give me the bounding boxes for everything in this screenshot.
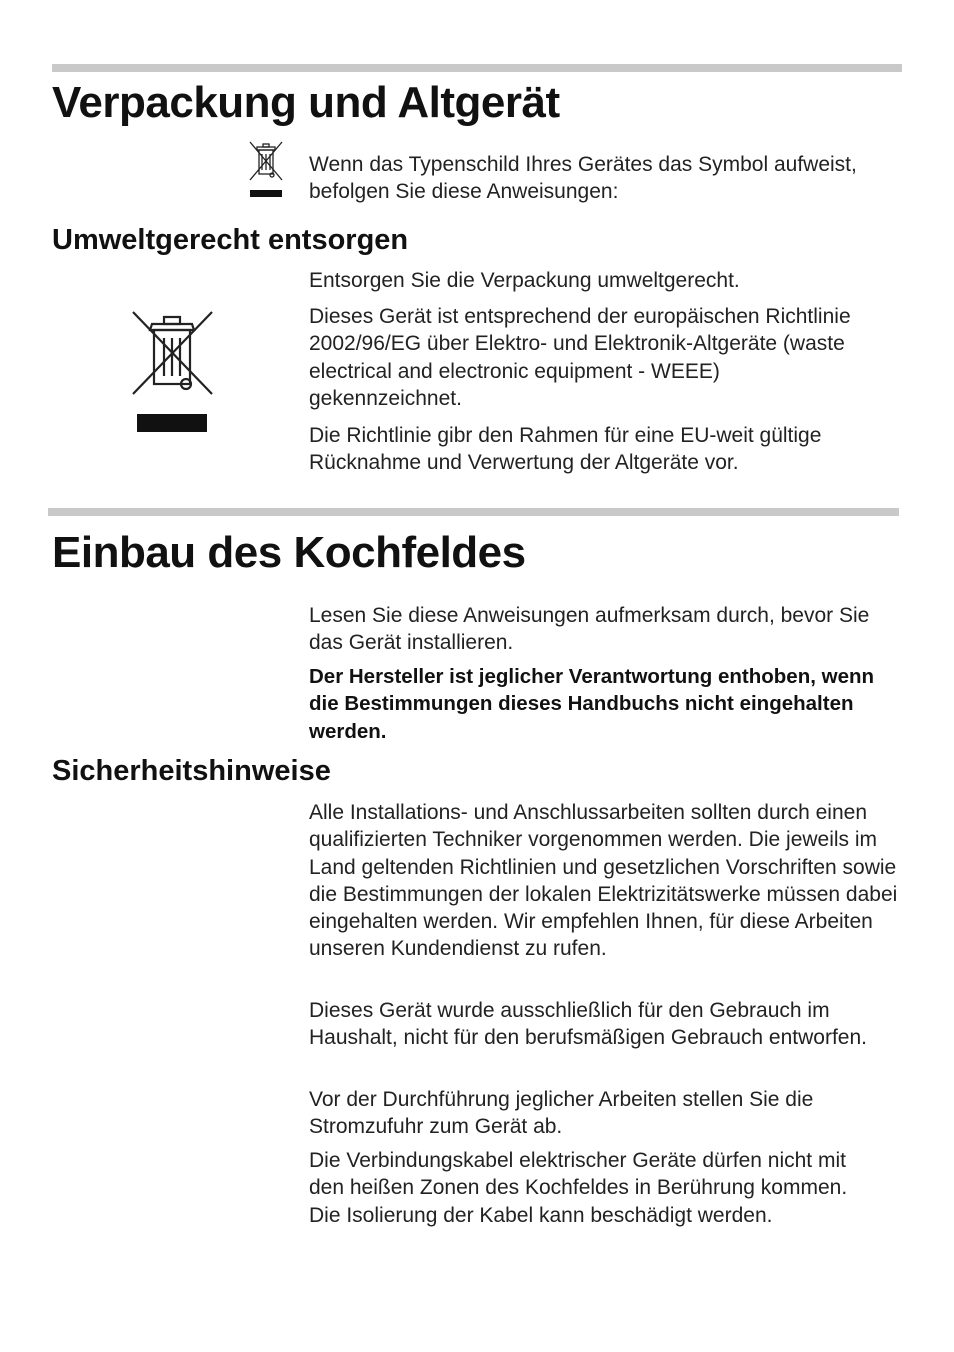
section-divider-1 — [52, 64, 902, 72]
section-title-verpackung: Verpackung und Altgerät — [52, 78, 560, 127]
section2-paragraph-2: Dieses Gerät wurde ausschließlich für den Gebrauch im Haushalt, nicht für den berufsmäßigen Gebrauch entworfen. — [309, 999, 867, 1050]
section2-paragraph-1: Alle Installations- und Anschlussarbeiten sollten durch einen qualifizierten Techniker vorgenommen werden. Die jeweils im Land geltenden Richtlinien und gesetzlichen Vorschriften sowie die Bestimmungen der lokalen Elektrizitätswerke müssen dabei eingehalten werden. Wir empfehlen Ihnen, für diese Arbeiten unseren Kundendienst zu rufen. — [309, 801, 898, 961]
subheading-umweltgerecht: Umweltgerecht entsorgen — [52, 224, 409, 256]
section2-warning: Der Hersteller ist jeglicher Verantwortung enthoben, wenn die Bestimmungen dieses Handbuchs nicht eingehalten werden. — [309, 665, 875, 743]
section1-paragraph-3: Die Richtlinie gibr den Rahmen für eine EU-weit gültige Rücknahme und Verwertung der Altgeräte vor. — [309, 424, 822, 475]
section2-paragraph-4: Die Verbindungskabel elektrischer Geräte dürfen nicht mit den heißen Zonen des Kochfeldes in Berührung kommen. Die Isolierung der Kabel kann beschädigt werden. — [309, 1149, 848, 1227]
section-title-einbau: Einbau des Kochfeldes — [52, 528, 526, 577]
weee-crossed-bin-icon — [128, 306, 218, 436]
weee-crossed-bin-icon — [246, 140, 286, 200]
section-divider-2 — [48, 508, 899, 516]
section2-intro: Lesen Sie diese Anweisungen aufmerksam durch, bevor Sie das Gerät installieren. — [309, 604, 870, 655]
subheading-sicherheitshinweise: Sicherheitshinweise — [52, 755, 331, 787]
section1-intro: Wenn das Typenschild Ihres Gerätes das Symbol aufweist, befolgen Sie diese Anweisungen: — [309, 153, 857, 204]
section2-paragraph-3: Vor der Durchführung jeglicher Arbeiten stellen Sie die Stromzufuhr zum Gerät ab. — [309, 1088, 814, 1139]
section1-paragraph-1: Entsorgen Sie die Verpackung umweltgerecht. — [309, 269, 740, 292]
section1-paragraph-2: Dieses Gerät ist entsprechend der europäischen Richtlinie 2002/96/EG über Elektro- und Elektronik-Altgeräte (waste electrical and electronic equipment - WEEE) gekennzeichnet. — [309, 305, 851, 410]
